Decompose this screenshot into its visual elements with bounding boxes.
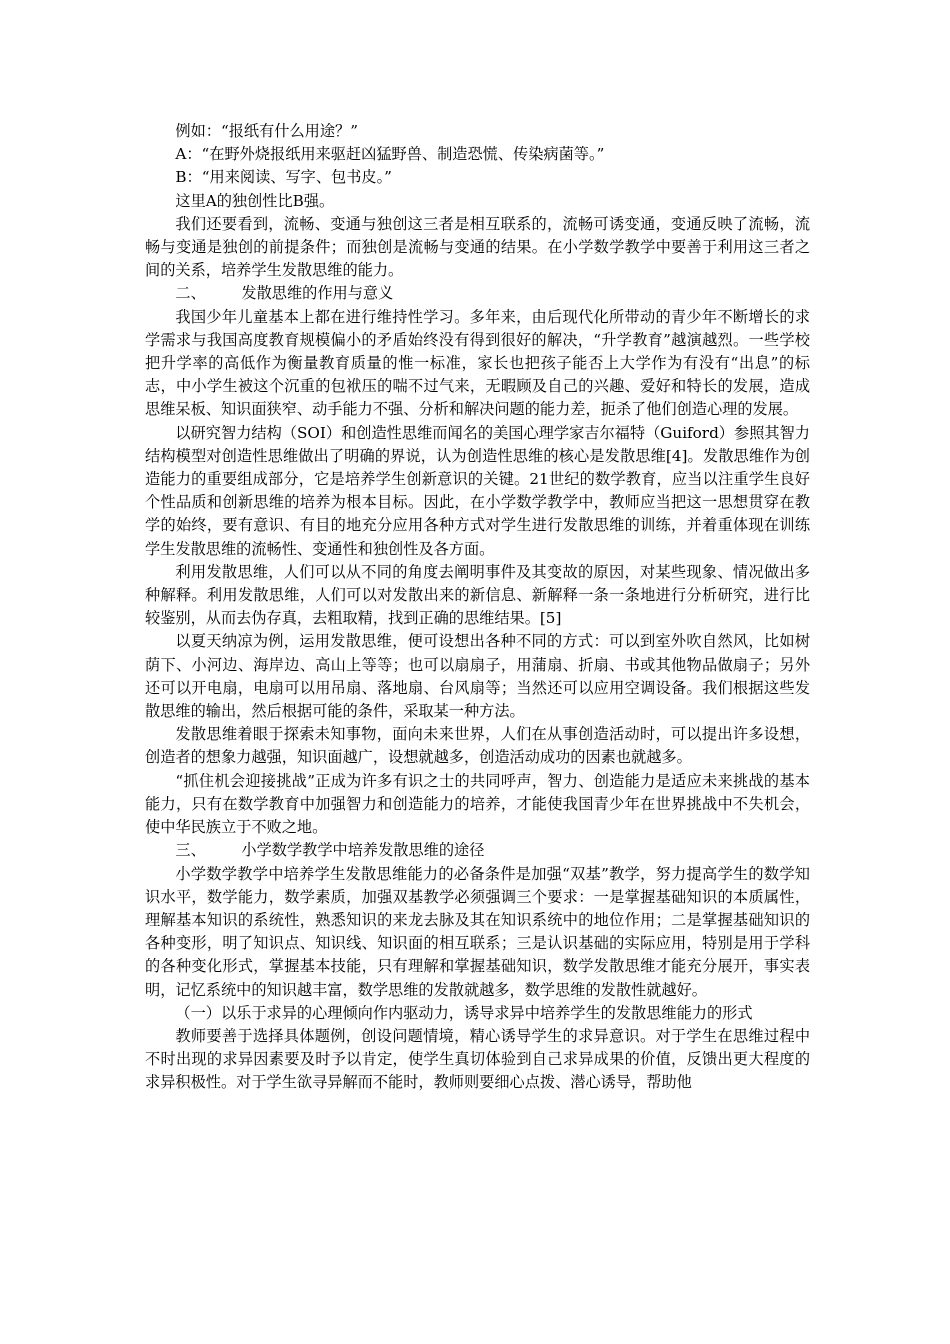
section-number: 三、 [175, 841, 206, 860]
body-paragraph: 我们还要看到，流畅、变通与独创这三者是相互联系的，流畅可诱变通，变通反映了流畅，流畅与变通是独创的前提条件；而独创是流畅与变通的结果。在小学数学教学中要善于利用这三者之间的关系，培养学生发散思维的能力。 [145, 214, 810, 280]
answer-b: B：“用来阅读、写字、包书皮。” [175, 168, 392, 187]
body-paragraph: “抓住机会迎接挑战”正成为许多有识之士的共同呼声，智力、创造能力是适应未来挑战的基本能力，只有在数学教育中加强智力和创造能力的培养，才能使我国青少年在世界挑战中不失机会，使中华民族立于不败之地。 [145, 771, 810, 837]
body-paragraph: 发散思维着眼于探索未知事物，面向未来世界，人们在从事创造活动时，可以提出许多设想，创造者的想象力越强，知识面越广，设想就越多，创造活动成功的因素也就越多。 [145, 725, 810, 767]
section-title: 小学数学教学中培养发散思维的途径 [241, 841, 485, 860]
body-paragraph: 以研究智力结构（SOI）和创造性思维而闻名的美国心理学家吉尔福特（Guiford）参照其智力结构模型对创造性思维做出了明确的界说，认为创造性思维的核心是发散思维[4]。发散思维作为创造能力的重要组成部分，它是培养学生创新意识的关键。21世纪的数学教育，应当以注重学生良好个性品质和创新思维的培养为根本目标。因此，在小学数学教学中，教师应当把这一思想贯穿在教学的始终，要有意识、有目的地充分应用各种方式对学生进行发散思维的训练，并着重体现在训练学生发散思维的流畅性、变通性和独创性及各方面。 [145, 423, 810, 558]
document-page [145, 120, 810, 1095]
body-paragraph: 以夏天纳凉为例，运用发散思维，便可设想出各种不同的方式：可以到室外吹自然风，比如树荫下、小河边、海岸边、高山上等等；也可以扇扇子，用蒲扇、折扇、书或其他物品做扇子；另外还可以开电扇，电扇可以用吊扇、落地扇、台风扇等；当然还可以应用空调设备。我们根据这些发散思维的输出，然后根据可能的条件，采取某一种方法。 [145, 632, 810, 721]
answer-a: A：“在野外烧报纸用来驱赶凶猛野兽、制造恐慌、传染病菌等。” [175, 145, 605, 164]
example-question: 例如：“报纸有什么用途？” [175, 122, 358, 140]
body-paragraph: 小学数学教学中培养学生发散思维能力的必备条件是加强“双基”教学，努力提高学生的数学知识水平，数学能力，数学素质，加强双基教学必须强调三个要求：一是掌握基础知识的本质属性，理解基本知识的系统性，熟悉知识的来龙去脉及其在知识系统中的地位作用；二是掌握基础知识的各种变形，明了知识点、知识线、知识面的相互联系；三是认识基础的实际应用，特别是用于学科的各种变化形式，掌握基本技能，只有理解和掌握基础知识，数学发散思维才能充分展开，事实表明，记忆系统中的知识越丰富，数学思维的发散就越多，数学思维的发散性就越好。 [145, 864, 810, 999]
body-paragraph: 我国少年儿童基本上都在进行维持性学习。多年来，由后现代化所带动的青少年不断增长的求学需求与我国高度教育规模偏小的矛盾始终没有得到很好的解决，“升学教育”越演越烈。一些学校把升学率的高低作为衡量教育质量的惟一标准，家长也把孩子能否上大学作为有没有“出息”的标志，中小学生被这个沉重的包袱压的喘不过气来，无暇顾及自己的兴趣、爱好和特长的发展，造成思维呆板、知识面狭窄、动手能力不强、分析和解决问题的能力差，扼杀了他们创造心理的发展。 [145, 307, 810, 419]
section-number: 二、 [175, 284, 206, 303]
subsection-heading: （一）以乐于求异的心理倾向作内驱动力，诱导求异中培养学生的发散思维能力的形式 [175, 1003, 753, 1022]
comparison-note: 这里A的独创性比B强。 [175, 191, 335, 210]
body-paragraph: 利用发散思维，人们可以从不同的角度去阐明事件及其变故的原因，对某些现象、情况做出多种解释。利用发散思维，人们可以对发散出来的新信息、新解释一条一条地进行分析研究，进行比较鉴别，从而去伪存真，去粗取精，找到正确的思维结果。[5] [145, 562, 810, 628]
body-paragraph: 教师要善于选择具体题例，创设问题情境，精心诱导学生的求异意识。对于学生在思维过程中不时出现的求异因素要及时予以肯定，使学生真切体验到自己求异成果的价值，反馈出更大程度的求异积极性。对于学生欲寻异解而不能时，教师则要细心点拨、潜心诱导，帮助他 [145, 1026, 810, 1092]
section-heading-3 [145, 839, 810, 862]
section-title: 发散思维的作用与意义 [241, 284, 394, 303]
section-heading-2 [145, 282, 810, 305]
